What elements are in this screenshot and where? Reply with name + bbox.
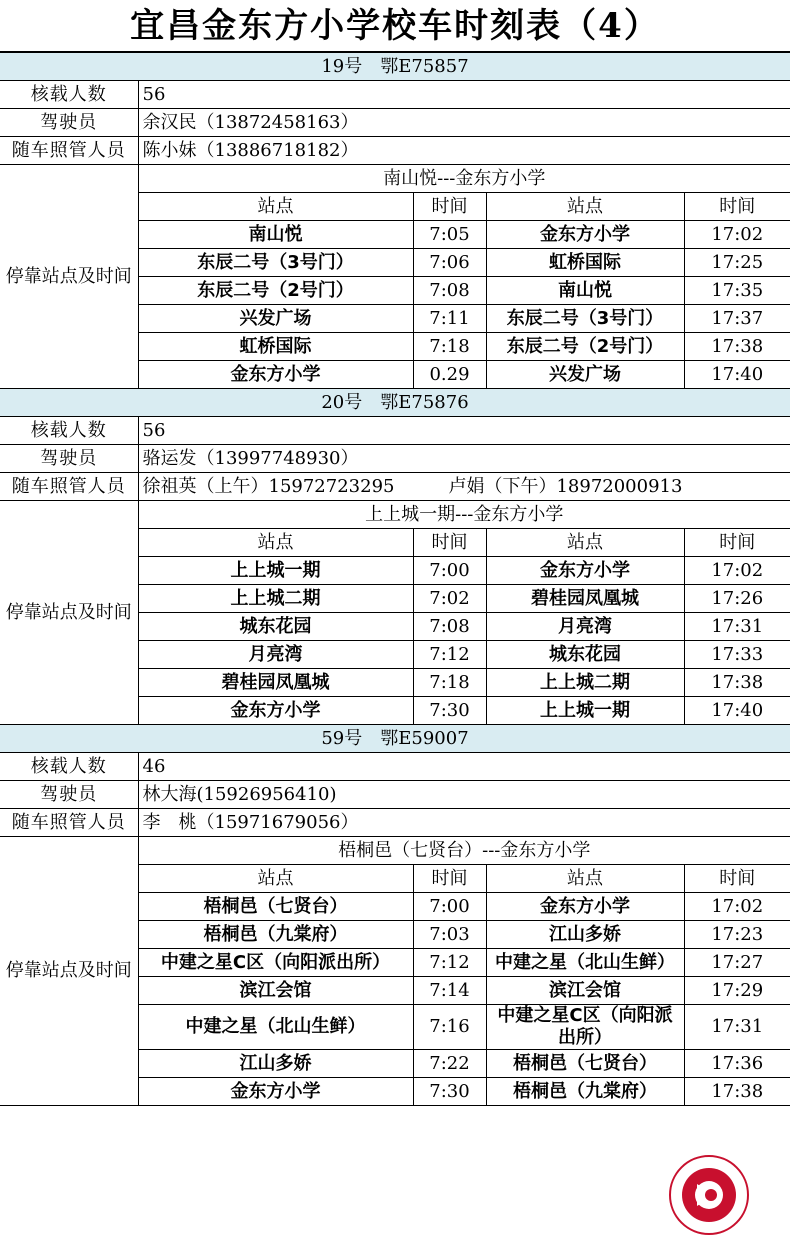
pm-stop-time: 17:02	[684, 557, 790, 585]
driver-label: 驾驶员	[0, 109, 138, 137]
am-stop-name: 中建之星（北山生鲜）	[138, 1005, 413, 1050]
driver-label: 驾驶员	[0, 781, 138, 809]
attendant-value: 李 桃（15971679056）	[138, 809, 790, 837]
am-stop-time: 7:16	[413, 1005, 486, 1050]
schedule-body	[0, 53, 790, 1106]
driver-value: 林大海(15926956410)	[138, 781, 790, 809]
am-stop-name: 虹桥国际	[138, 333, 413, 361]
attendant-value: 徐祖英（上午）15972723295 卢娟（下午）18972000913	[138, 473, 790, 501]
pm-stop-name: 滨江会馆	[486, 977, 684, 1005]
route-row	[0, 501, 790, 529]
pm-stop-time: 17:38	[684, 1078, 790, 1106]
pm-stop-time: 17:38	[684, 669, 790, 697]
am-stop-name: 金东方小学	[138, 361, 413, 389]
pm-stop-name: 中建之星C区（向阳派出所）	[486, 1005, 684, 1050]
attendant-label: 随车照管人员	[0, 473, 138, 501]
capacity-label: 核载人数	[0, 81, 138, 109]
pm-stop-name: 上上城二期	[486, 669, 684, 697]
am-stop-time: 7:12	[413, 641, 486, 669]
pm-stop-time: 17:02	[684, 221, 790, 249]
am-stop-time: 7:08	[413, 613, 486, 641]
pm-stop-name: 上上城一期	[486, 697, 684, 725]
driver-value: 骆运发（13997748930）	[138, 445, 790, 473]
am-stop-header: 站点	[138, 529, 413, 557]
am-stop-name: 滨江会馆	[138, 977, 413, 1005]
am-stop-time: 7:03	[413, 921, 486, 949]
pm-stop-name: 月亮湾	[486, 613, 684, 641]
pm-stop-time: 17:27	[684, 949, 790, 977]
capacity-label: 核载人数	[0, 753, 138, 781]
am-stop-header: 站点	[138, 193, 413, 221]
am-stop-name: 南山悦	[138, 221, 413, 249]
am-stop-name: 碧桂园凤凰城	[138, 669, 413, 697]
pm-stop-time: 17:02	[684, 893, 790, 921]
pm-stop-name: 虹桥国际	[486, 249, 684, 277]
am-stop-time: 7:06	[413, 249, 486, 277]
pm-stop-time: 17:37	[684, 305, 790, 333]
am-stop-name: 金东方小学	[138, 697, 413, 725]
stops-and-times-label: 停靠站点及时间	[0, 837, 138, 1106]
am-stop-name: 东辰二号（3号门）	[138, 249, 413, 277]
pm-time-header: 时间	[684, 193, 790, 221]
am-stop-name: 金东方小学	[138, 1078, 413, 1106]
pm-stop-name: 碧桂园凤凰城	[486, 585, 684, 613]
bus-number-plate: 19号 鄂E75857	[0, 53, 790, 81]
attendant-row	[0, 809, 790, 837]
page-title: 宜昌金东方小学校车时刻表（4）	[0, 0, 790, 52]
am-time-header: 时间	[413, 529, 486, 557]
pm-stop-header: 站点	[486, 529, 684, 557]
am-stop-time: 7:22	[413, 1050, 486, 1078]
am-stop-time: 7:30	[413, 1078, 486, 1106]
capacity-row	[0, 417, 790, 445]
attendant-label: 随车照管人员	[0, 809, 138, 837]
pm-stop-name: 城东花园	[486, 641, 684, 669]
pm-stop-time: 17:31	[684, 613, 790, 641]
capacity-label: 核载人数	[0, 417, 138, 445]
capacity-value: 56	[138, 81, 790, 109]
am-stop-name: 上上城一期	[138, 557, 413, 585]
pm-stop-name: 金东方小学	[486, 557, 684, 585]
am-stop-time: 0.29	[413, 361, 486, 389]
capacity-value: 46	[138, 753, 790, 781]
am-stop-time: 7:12	[413, 949, 486, 977]
am-stop-time: 7:00	[413, 557, 486, 585]
bus-number-plate: 59号 鄂E59007	[0, 725, 790, 753]
route-name: 上上城一期---金东方小学	[138, 501, 790, 529]
pm-stop-header: 站点	[486, 193, 684, 221]
am-stop-name: 中建之星C区（向阳派出所）	[138, 949, 413, 977]
pm-time-header: 时间	[684, 865, 790, 893]
pm-stop-time: 17:40	[684, 697, 790, 725]
bus-header-row	[0, 53, 790, 81]
pm-stop-name: 金东方小学	[486, 221, 684, 249]
am-stop-time: 7:18	[413, 669, 486, 697]
pm-stop-time: 17:29	[684, 977, 790, 1005]
am-time-header: 时间	[413, 193, 486, 221]
bus-header-row	[0, 725, 790, 753]
pm-stop-name: 梧桐邑（九棠府）	[486, 1078, 684, 1106]
pm-stop-time: 17:23	[684, 921, 790, 949]
am-stop-name: 兴发广场	[138, 305, 413, 333]
driver-value: 余汉民（13872458163）	[138, 109, 790, 137]
route-row	[0, 165, 790, 193]
bus-number-plate: 20号 鄂E75876	[0, 389, 790, 417]
am-stop-header: 站点	[138, 865, 413, 893]
driver-row	[0, 109, 790, 137]
pm-stop-header: 站点	[486, 865, 684, 893]
attendant-label: 随车照管人员	[0, 137, 138, 165]
stops-and-times-label: 停靠站点及时间	[0, 501, 138, 725]
bus-header-row	[0, 389, 790, 417]
am-stop-name: 东辰二号（2号门）	[138, 277, 413, 305]
route-name: 梧桐邑（七贤台）---金东方小学	[138, 837, 790, 865]
pm-stop-time: 17:38	[684, 333, 790, 361]
stops-and-times-label: 停靠站点及时间	[0, 165, 138, 389]
pm-stop-name: 东辰二号（2号门）	[486, 333, 684, 361]
route-row	[0, 837, 790, 865]
schedule-table	[0, 52, 790, 1106]
am-stop-time: 7:02	[413, 585, 486, 613]
pm-stop-name: 金东方小学	[486, 893, 684, 921]
am-stop-name: 梧桐邑（九棠府）	[138, 921, 413, 949]
pm-stop-name: 梧桐邑（七贤台）	[486, 1050, 684, 1078]
attendant-row	[0, 137, 790, 165]
pm-stop-name: 中建之星（北山生鲜）	[486, 949, 684, 977]
driver-row	[0, 445, 790, 473]
am-stop-time: 7:05	[413, 221, 486, 249]
am-stop-time: 7:18	[413, 333, 486, 361]
pm-stop-time: 17:31	[684, 1005, 790, 1050]
pm-stop-name: 兴发广场	[486, 361, 684, 389]
pm-stop-time: 17:25	[684, 249, 790, 277]
attendant-row	[0, 473, 790, 501]
pm-stop-name: 南山悦	[486, 277, 684, 305]
am-stop-name: 梧桐邑（七贤台）	[138, 893, 413, 921]
capacity-row	[0, 81, 790, 109]
am-stop-name: 城东花园	[138, 613, 413, 641]
am-stop-time: 7:11	[413, 305, 486, 333]
driver-label: 驾驶员	[0, 445, 138, 473]
pm-stop-time: 17:26	[684, 585, 790, 613]
am-stop-name: 上上城二期	[138, 585, 413, 613]
pm-stop-name: 江山多娇	[486, 921, 684, 949]
capacity-value: 56	[138, 417, 790, 445]
pm-stop-time: 17:36	[684, 1050, 790, 1078]
am-stop-name: 江山多娇	[138, 1050, 413, 1078]
am-stop-time: 7:30	[413, 697, 486, 725]
driver-row	[0, 781, 790, 809]
pm-time-header: 时间	[684, 529, 790, 557]
capacity-row	[0, 753, 790, 781]
school-group-logo-icon	[668, 1154, 750, 1236]
am-stop-name: 月亮湾	[138, 641, 413, 669]
pm-stop-time: 17:40	[684, 361, 790, 389]
am-stop-time: 7:14	[413, 977, 486, 1005]
attendant-value: 陈小妹（13886718182）	[138, 137, 790, 165]
am-time-header: 时间	[413, 865, 486, 893]
am-stop-time: 7:00	[413, 893, 486, 921]
pm-stop-time: 17:35	[684, 277, 790, 305]
am-stop-time: 7:08	[413, 277, 486, 305]
pm-stop-name: 东辰二号（3号门）	[486, 305, 684, 333]
route-name: 南山悦---金东方小学	[138, 165, 790, 193]
pm-stop-time: 17:33	[684, 641, 790, 669]
